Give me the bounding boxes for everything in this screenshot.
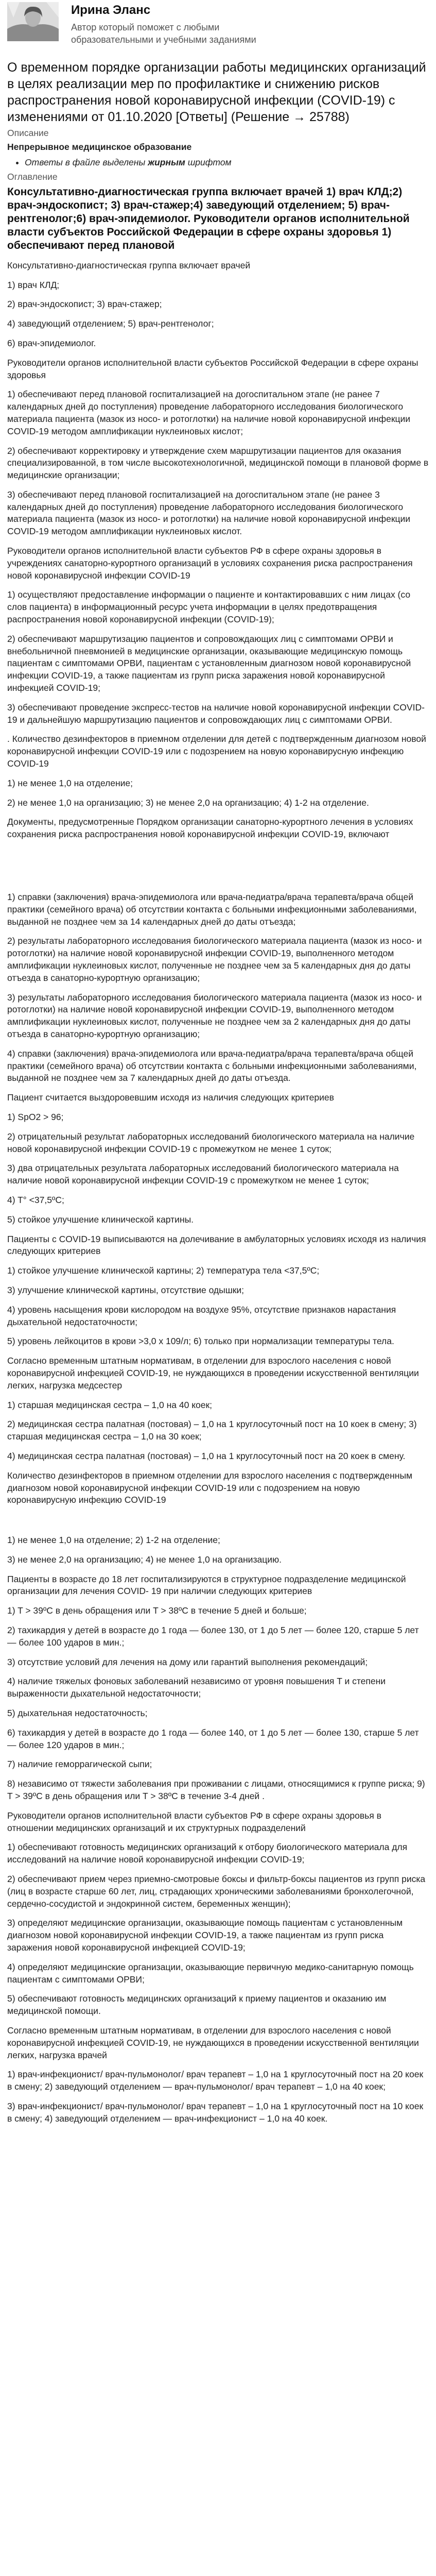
content-section-2 [7,891,429,1506]
content-paragraph: Согласно временным штатным нормативам, в отделении для взрослого населения с новой коронавирусной инфекцией COVID-19, не нуждающихся в проведении искусственной вентиляции легких, нагрузка медсестер [7,1355,419,1391]
blank-gap [7,848,429,891]
content-paragraph: Согласно временным штатным нормативам, в отделении для взрослого населения с новой коронавирусной инфекцией COVID-19, не нуждающихся в проведении искусственной вентиляции легких, нагрузка врачей [7,2025,419,2060]
content-paragraph: 4) наличие тяжелых фоновых заболеваний независимо от уровня повышения T и степени выраженности дыхательной недостаточности; [7,1676,386,1699]
content-paragraph: 3) врач-инфекционист/ врач-пульмонолог/ врач терапевт – 1,0 на 1 круглосуточный пост на 10 коек в смену; 4) заведующий отделением — врач-инфекционист – 1,0 на 40 коек. [7,2100,424,2124]
answers-note-prefix: Ответы в файле выделены [25,157,148,167]
content-paragraph: 4) справки (заключения) врача-эпидемиолога или врача-педиатра/врача терапевта/врача общей практики (семейного врача) об отсутствии контакта с больными инфекционными заболеваниями, выданной не позднее чем за 7 календарных дней до даты отъезда. [7,1048,417,1083]
content-paragraph: 1) SpO2 > 96; [7,1111,64,1122]
content-paragraph: 5) обеспечивают готовность медицинских организаций к приему пациентов и оказанию им медицинской помощи. [7,1993,387,2016]
content-paragraph: 2) обеспечивают прием через приемно-смотровые боксы и фильтр-боксы пациентов из групп риска (лиц в возрасте старше 60 лет, лиц, страдающих хроническими заболеваниями бронхолегочной, сердечно-сосудистой и эндокринной систем, беременных женщин); [7,1874,426,1909]
content-paragraph: 2) обеспечивают корректировку и утверждение схем маршрутизации пациентов для оказания специализированной, в том числе высокотехнологичной, медицинской помощи в плановой форме в медицинские организации; [7,445,429,481]
answers-note-bold: жирным [148,157,185,167]
category-label: Непрерывное медицинское образование [7,142,192,152]
content-paragraph: 2) отрицательный результат лабораторных исследований биологического материала на наличие новой коронавирусной инфекции COVID-19 с промежутком не менее 1 суток; [7,1131,415,1154]
page-title: О временном порядке организации работы медицинских организаций в целях реализации мер по профилактике и снижению рисков распространения новой коронавирусной инфекции (COVID-19) с изменениями от 01.10.2020 [Ответы] (Решение → 25788) [7,60,426,125]
content-paragraph: . Количество дезинфекторов в приемном отделении для детей с подтвержденным диагнозом новой коронавирусной инфекции COVID-19 или с подозрением на новую коронавирусную инфекцию COVID-19 [7,734,426,769]
author-name[interactable]: Ирина Эланс [71,3,151,17]
content-paragraph: 3) отсутствие условий для лечения на дому или гарантий выполнения рекомендаций; [7,1656,368,1667]
author-info [71,2,287,46]
content-paragraph: Консультативно-диагностическая группа включает врачей [7,260,251,270]
content-paragraph: 3) результаты лабораторного исследования биологического материала пациента (мазок из носо- и ротоглотки) на наличие новой коронавирусной инфекции COVID-19, выполненного методом амплификации нуклеиновых кислот, полученные не позднее чем за 2 календарных дня до даты отъезда в санаторно-курортную организацию; [7,992,422,1039]
content-paragraph: 6) врач-эпидемиолог. [7,337,96,348]
content-paragraph: 4) заведующий отделением; 5) врач-рентгенолог; [7,318,214,329]
toc-label: Оглавление [7,171,58,182]
content-paragraph: 3) два отрицательных результата лабораторных исследований биологического материала на наличие новой коронавирусной инфекции COVID-19 с промежутком не менее 1 суток; [7,1163,399,1186]
content-section-1 [7,260,429,841]
answers-note [25,157,429,169]
content-paragraph: 2) не менее 1,0 на организацию; 3) не менее 2,0 на организацию; 4) 1-2 на отделение. [7,797,369,808]
content-paragraph: 1) обеспечивают перед плановой госпитализацией на догоспитальном этапе (не ранее 7 календарных дней до поступления) проведение лабораторного исследования биологического материала пациента (мазок из носо- и ротоглотки) на наличие новой коронавирусной инфекции COVID-19 методом амплификации нуклеиновых кислот; [7,389,411,436]
content-paragraph: Количество дезинфекторов в приемном отделении для взрослого населения с подтвержденным диагнозом новой коронавирусной инфекции COVID-19 или с подозрением на новую коронавирусную инфекцию COVID-19 [7,1470,413,1505]
content-paragraph: 5) стойкое улучшение клинической картины. [7,1214,194,1225]
content-paragraph: 1) врач-инфекционист/ врач-пульмонолог/ врач терапевт – 1,0 на 1 круглосуточный пост на 20 коек в смену; 2) заведующий отделением — врач-пульмонолог/ врач терапевт – 1,0 на 40 коек; [7,2069,424,2092]
content-paragraph: 1) осуществляют предоставление информации о пациенте и контактировавших с ним лицах (со слов пациента) в информационный ресурс учета информации в целях предотвращения распространения новой коронавирусной инфекции (COVID-19); [7,589,411,625]
content-paragraph: 1) стойкое улучшение клинической картины; 2) температура тела <37,5ºC; [7,1265,320,1276]
content-paragraph: Пациент считается выздоровевшим исходя из наличия следующих критериев [7,1092,334,1103]
content-paragraph: 4) определяют медицинские организации, оказывающие первичную медико-санитарную помощь пациентам с симптомами ОРВИ; [7,1961,414,1985]
content-paragraph: 3) определяют медицинские организации, оказывающие помощь пациентам с установленным диагнозом новой коронавирусной инфекции COVID-19, а также пациентам из групп риска заражения новой коронавирусной инфекцией COVID-19; [7,1918,403,1953]
author-description: Автор который поможет с любыми образовательными и учебными заданиями [71,22,256,45]
content-paragraph: 2) врач-эндоскопист; 3) врач-стажер; [7,299,162,310]
content-paragraph: 4) уровень насыщения крови кислородом на воздухе 95%, отсутствие признаков нарастания дыхательной недостаточности; [7,1304,396,1327]
author-avatar[interactable] [7,2,59,41]
content-paragraph: 3) обеспечивают перед плановой госпитализацией на догоспитальном этапе (не ранее 3 календарных дней до поступления) проведение лабораторного исследования биологического материала пациента (мазок из носо- и ротоглотки) на наличие новой коронавирусной инфекции COVID-19 методом амплификации нуклеиновых кислот. [7,489,411,537]
content-paragraph: 1) T > 39ºC в день обращения или T > 38ºC в течение 5 дней и больше; [7,1605,307,1616]
content-paragraph: 1) обеспечивают готовность медицинских организаций к отбору биологического материала для исследований на наличие новой коронавирусной инфекции COVID-19; [7,1842,408,1865]
content-paragraph: 3) обеспечивают проведение экспресс-тестов на наличие новой коронавирусной инфекции COVID-19 и дальнейшую маршрутизацию пациентов и сопровождающих лиц с симптомами ОРВИ. [7,702,425,725]
author-block [7,0,429,46]
content-paragraph: Пациенты с COVID-19 выписываются на долечивание в амбулаторных условиях исходя из наличия следующих критериев [7,1233,426,1257]
answers-note-suffix: шрифтом [185,157,232,167]
content-paragraph: 5) дыхательная недостаточность; [7,1708,148,1719]
toc-heading: Консультативно-диагностическая группа включает врачей 1) врач КЛД;2) врач-эндоскопист; 3) врач-стажер;4) заведующий отделением; 5) врач-рентгенолог;6) врач-эпидемиолог. Руководители органов исполнительной власти субъектов Российской Федерации в сфере охраны здоровья 1) обеспечивают перед плановой [7,185,410,251]
content-paragraph: 4) медицинская сестра палатная (постовая) – 1,0 на 1 круглосуточный пост на 20 коек в смену. [7,1450,406,1461]
content-paragraph: Пациенты в возрасте до 18 лет госпитализируются в структурное подразделение медицинской организации для лечения COVID- 19 при наличии следующих критериев [7,1573,406,1597]
content-paragraph: 1) старшая медицинская сестра – 1,0 на 40 коек; [7,1399,213,1410]
content-section-3 [7,1534,429,2125]
description-label: Описание [7,128,49,139]
content-paragraph: 1) не менее 1,0 на отделение; 2) 1-2 на отделение; [7,1535,220,1546]
content-paragraph: Документы, предусмотренные Порядком организации санаторно-курортного лечения в условиях сохранения риска распространения новой коронавирусной инфекции COVID-19, включают [7,817,413,840]
content-paragraph: 6) тахикардия у детей в возрасте до 1 года — более 140, от 1 до 5 лет — более 130, старше 5 лет — более 120 ударов в мин.; [7,1727,419,1750]
content-paragraph: Руководители органов исполнительной власти субъектов Российской Федерации в сфере охраны здоровья [7,357,418,380]
avatar-portrait-icon [7,2,59,41]
content-paragraph: 2) результаты лабораторного исследования биологического материала пациента (мазок из носо- и ротоглотки) на наличие новой коронавирусной инфекции COVID-19, выполненного методом амплификации нуклеиновых кислот, полученные не позднее чем за 5 календарных дня до даты отъезда в санаторно-курортную организацию; [7,936,422,983]
content-paragraph: Руководители органов исполнительной власти субъектов РФ в сфере охраны здоровья в учреждениях санаторно-курортного организаций в условиях сохранения риска распространения новой коронавирусной инфекции COVID-19 [7,546,413,581]
content-paragraph: 3) не менее 2,0 на организацию; 4) не менее 1,0 на организацию. [7,1554,282,1565]
content-paragraph: 3) улучшение клинической картины, отсутствие одышки; [7,1284,245,1295]
content-paragraph: 2) обеспечивают маршрутизацию пациентов и сопровождающих лиц с симптомами ОРВИ и внебольничной пневмонией в медицинские организации, оказывающие медицинскую помощь пациентам с симптомами ОРВИ, пациентам с установленным диагнозом новой коронавирусной инфекции COVID-19, а также пациентам из групп риска заражения новой коронавирусной инфекцией COVID-19; [7,633,411,693]
content-paragraph: Руководители органов исполнительной власти субъектов РФ в сфере охраны здоровья в отношении медицинских организаций и их структурных подразделений [7,1810,381,1833]
content-paragraph: 1) справки (заключения) врача-эпидемиолога или врача-педиатра/врача терапевта/врача общей практики (семейного врача) об отсутствии контакта с больными инфекционными заболеваниями, выданной не позднее чем за 14 календарных дней до даты отъезда; [7,892,417,927]
content-paragraph: 7) наличие геморрагической сыпи; [7,1759,152,1770]
content-paragraph: 2) тахикардия у детей в возрасте до 1 года — более 130, от 1 до 5 лет — более 120, старше 5 лет — более 100 ударов в мин.; [7,1625,419,1648]
content-paragraph: 5) уровень лейкоцитов в крови >3,0 х 109/л; 6) только при нормализации температуры тела. [7,1336,394,1347]
content-paragraph: 8) независимо от тяжести заболевания при проживании с лицами, относящимися к группе риска; 9) T > 39ºC в день обращения или T > 38ºC в течение 3-4 дней . [7,1778,425,1802]
blank-gap [7,1514,429,1534]
answers-note-list [7,157,429,169]
content-paragraph: 2) медицинская сестра палатная (постовая) – 1,0 на 1 круглосуточный пост на 10 коек в смену; 3) старшая медицинская сестра – 1,0 на 30 коек; [7,1419,417,1442]
content-paragraph: 1) врач КЛД; [7,279,60,290]
content-paragraph: 1) не менее 1,0 на отделение; [7,777,133,788]
content-paragraph: 4) T° <37,5ºC; [7,1194,64,1205]
